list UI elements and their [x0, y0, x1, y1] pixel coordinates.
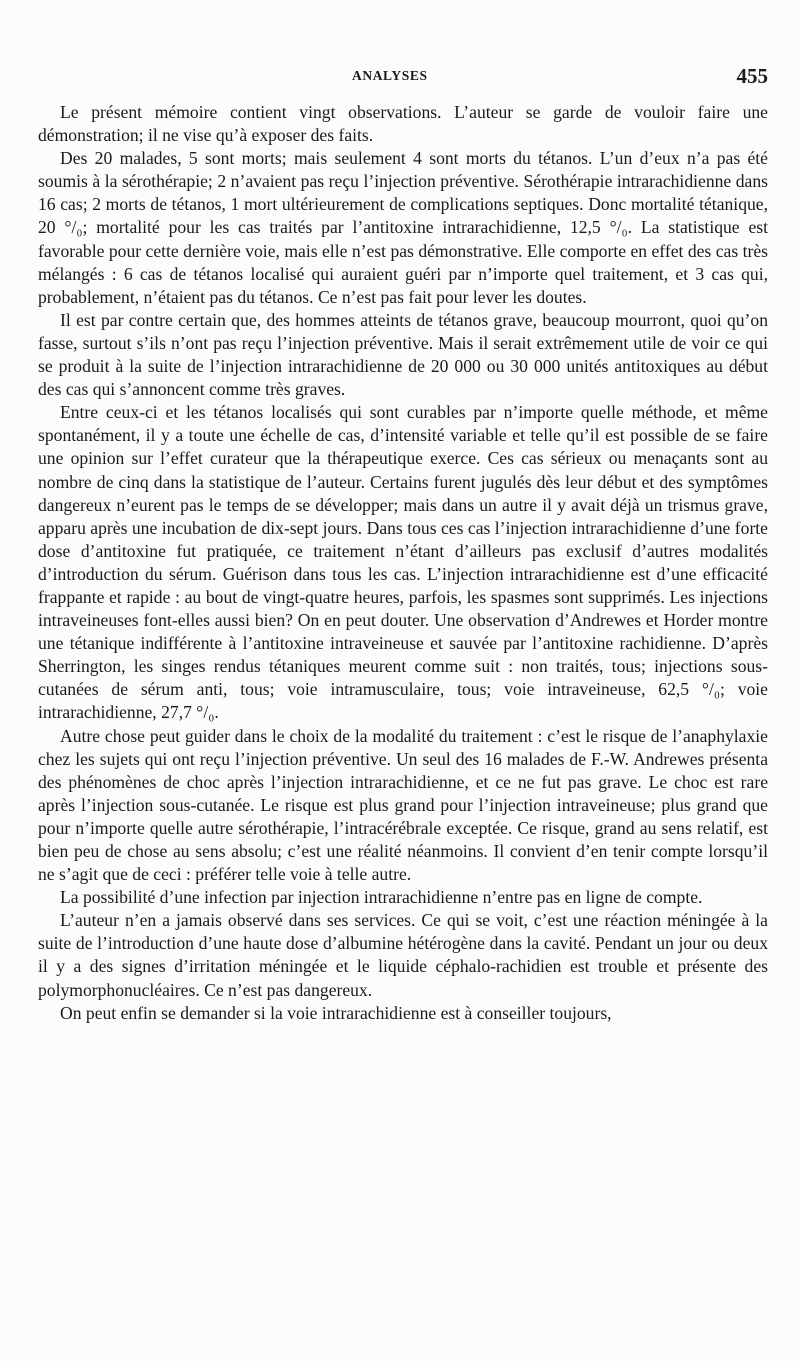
- paragraph: On peut enfin se demander si la voie intrarachidienne est à conseiller toujours,: [60, 1002, 612, 1023]
- paragraph: Autre chose peut guider dans le choix de la modalité du traitement : c’est le risque de l’anaphylaxie chez les sujets qui ont reçu l’injection préventive. Un seul des 16 malades de F.-W. Andrewes présenta des phénomènes de choc après l’injection intrarachidienne, et ce ne fut pas grave. Le choc est rare après l’injection sous-cutanée. Le risque est plus grand pour l’injection intraveineuse; plus grand que pour n’importe quelle autre sérothérapie, l’intracérébrale exceptée. Ce risque, grand au sens relatif, est bien peu de chose au sens absolu; c’est une réalité néanmoins. Il convient d’en tenir compte lorsqu’il ne s’agit que de ceci : préférer telle voie à telle autre.: [38, 725, 768, 885]
- paragraph: Entre ceux-ci et les tétanos localisés qui sont curables par n’importe quelle méthode, et même spontanément, il y a toute une échelle de cas, d’intensité variable et telle qu’il est possible de se faire une opinion sur l’effet curateur que la thérapeutique exerce. Ces cas sérieux ou menaçants sont au nombre de cinq dans la statistique de l’auteur. Certains furent jugulés dès leur début et des symptômes dangereux n’eurent pas le temps de se développer; mais dans un autre il y avait déjà un trismus grave, apparu après une incubation de dix-sept jours. Dans tous ces cas l’injection intrarachidienne d’une forte dose d’antitoxine fut pratiquée, ce traitement n’étant d’ailleurs pas exclusif d’autres modalités d’introduction du sérum. Guérison dans tous les cas. L’injection intrarachidienne est d’une efficacité frappante et rapide : au bout de vingt-quatre heures, parfois, les spasmes sont supprimés. Les injections intraveineuses font-elles aussi bien? On en peut douter. Une observation d’Andrewes et Horder montre une tétanique indifférente à l’antitoxine intraveineuse et sauvée par l’antitoxine rachidienne. D’après Sherrington, les singes rendus tétaniques meurent comme suit : non traités, tous; injections sous-cutanées de sérum anti, tous; voie intramusculaire, tous; voie intraveineuse, 62,5 °/₀; voie intrarachidienne, 27,7 °/₀.: [38, 402, 768, 723]
- paragraph: Il est par contre certain que, des hommes atteints de tétanos grave, beaucoup mourront, quoi qu’on fasse, surtout s’ils n’ont pas reçu l’injection préventive. Mais il serait extrêmement utile de voir ce qui se produit à la suite de l’injection intrarachidienne de 20 000 ou 30 000 unités antitoxiques au début des cas qui s’annoncent comme très graves.: [38, 309, 768, 400]
- article-body: [38, 101, 768, 1025]
- running-head: [0, 66, 800, 90]
- paragraph: Des 20 malades, 5 sont morts; mais seulement 4 sont morts du tétanos. L’un d’eux n’a pas été soumis à la sérothérapie; 2 n’avaient pas reçu l’injection préventive. Sérothérapie intrarachidienne dans 16 cas; 2 morts de tétanos, 1 mort ultérieurement de complications septiques. Donc mortalité tétanique, 20 °/₀; mortalité pour les cas traités par l’antitoxine intrarachidienne, 12,5 °/₀. La statistique est favorable pour cette dernière voie, mais elle n’est pas démonstrative. Elle comporte en effet des cas très mélangés : 6 cas de tétanos localisé qui auraient guéri par n’importe quel traitement, et 3 cas qui, probablement, n’étaient pas du tétanos. Ce n’est pas fait pour lever les doutes.: [38, 148, 768, 307]
- paragraph: Le présent mémoire contient vingt observations. L’auteur se garde de vouloir faire une démonstration; il ne vise qu’à exposer des faits.: [38, 102, 768, 146]
- paragraph: La possibilité d’une infection par injection intrarachidienne n’entre pas en ligne de compte.: [60, 887, 703, 908]
- paragraph: L’auteur n’en a jamais observé dans ses services. Ce qui se voit, c’est une réaction méningée à la suite de l’introduction d’une haute dose d’albumine hétérogène dans la cavité. Pendant un jour ou deux il y a des signes d’irritation méningée et le liquide céphalo-rachidien est trouble et présente des polymorphonucléaires. Ce n’est pas dangereux.: [38, 910, 768, 1000]
- page-number: 455: [736, 64, 768, 88]
- section-title: ANALYSES: [352, 68, 428, 83]
